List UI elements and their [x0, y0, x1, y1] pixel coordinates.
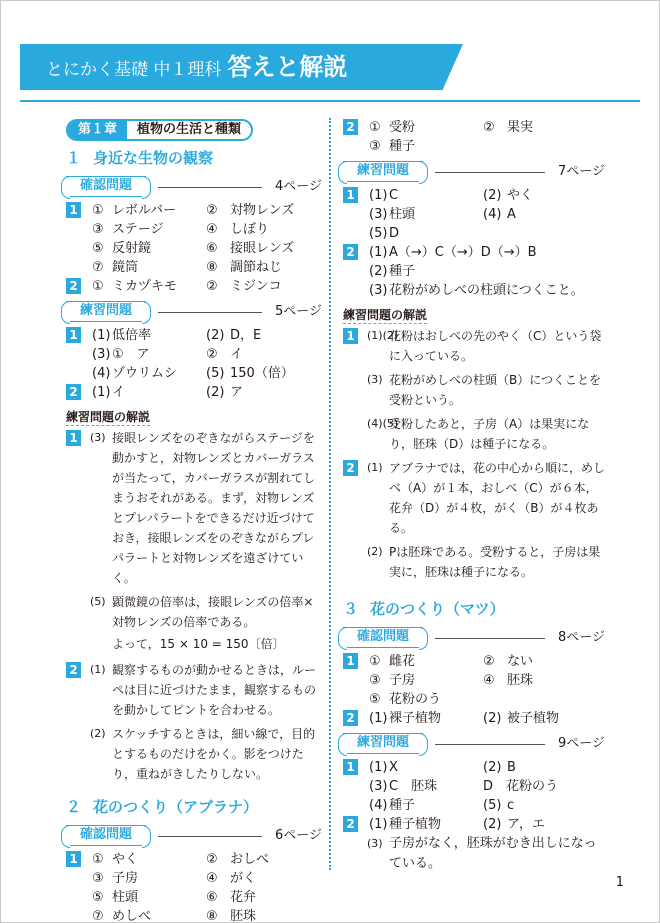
- section-title: ２ 花のつくり（アブラナ）: [66, 798, 259, 816]
- answer-row: 2 (1) 種子植物 (2) ア，エ: [343, 815, 605, 834]
- kakunin-header: 確認問題 6ページ: [66, 824, 322, 848]
- answer-row: ⑤ 反射鏡 ⑥ 接眼レンズ: [92, 241, 295, 256]
- answer-row: (4) ゾウリムシ (5) 150（倍）: [92, 366, 294, 381]
- answer-row: ③ 子房 ④ がく: [92, 871, 257, 886]
- answer-row: 1 (1) 低倍率 (2) D，E: [66, 326, 322, 345]
- section-title: １ 身近な生物の観察: [66, 149, 214, 167]
- answer-row: ⑤ 柱頭 ⑥ 花弁: [92, 890, 257, 905]
- answer-row: 2 (1) A（→）C（→）D（→）B: [343, 243, 605, 262]
- answer-row: (3) C 胚珠 D 花粉のう: [369, 779, 559, 794]
- left-column: [66, 118, 322, 923]
- page-number: 1: [615, 875, 624, 890]
- answer-row: (3) ① ア ② イ: [92, 347, 244, 362]
- explanation-block: 2 (1) 観察するものが動かせるときは，ルーペは目に近づけたまま，観察するものを動かしてピントを合わせる。 (2) スケッチするときは，細い線で，目的とするものだけをかく。影をつけたり，重ねがきしたりしない。: [66, 660, 322, 784]
- answer-row: 1 ① やく ② おしべ: [66, 850, 322, 869]
- answer-row: ③ 子房 ④ 胚珠: [369, 673, 534, 688]
- answer-row: (3) 花粉がめしべの柱頭につくこと。: [369, 283, 584, 298]
- explanation-block: 1 (1)(2) 花粉はおしべの先のやく（C）という袋に入っている。 (3) 花粉がめしべの柱頭（B）につくことを受粉という。 (4)(5) 受粉したあと，子房（A）は果実になり，胚珠（D）は種子になる。: [343, 326, 605, 454]
- kakunin-header: 確認問題 8ページ: [343, 626, 605, 650]
- answer-row: 1 (1) X (2) B: [343, 758, 605, 777]
- answer-row: (3) 柱頭 (4) A: [369, 207, 516, 222]
- explanation-block: 1 (3) 接眼レンズをのぞきながらステージを動かすと，対物レンズとカバーガラスが当たって，カバーガラスが割れてしまうおそれがある。まず，対物レンズとプレパラートをできるだけ近づけておき，接眼レンズをのぞきながらプレパラートと対物レンズを遠ざけていく。 (5) 顕微鏡の倍率は，接眼レンズの倍率×対物レンズの倍率である。 よって，15 × 10 = 150〔倍〕: [66, 428, 322, 654]
- answer-row: ⑦ めしべ ⑧ 胚珠: [92, 909, 257, 923]
- answer-row: 1 ① 雌花 ② ない: [343, 652, 605, 671]
- right-column: [343, 118, 605, 876]
- kakunin-header: 確認問題 4ページ: [66, 175, 322, 199]
- renshu-header: 練習問題 7ページ: [343, 160, 605, 184]
- header-rule: [20, 100, 640, 102]
- answer-row: (2) 種子: [369, 264, 416, 279]
- answer-text: (3) 子房がなく，胚珠がむき出しになっている。: [367, 836, 597, 871]
- renshu-header: 練習問題 5ページ: [66, 300, 322, 324]
- chapter-badge: 第１章 植物の生活と種類: [66, 119, 253, 141]
- page-title: とにかく基礎 中１理科 答えと解説: [46, 53, 348, 81]
- explanation-heading: 練習問題の解説: [66, 406, 150, 426]
- answer-row: 2 ① 受粉 ② 果実: [343, 118, 605, 137]
- answer-row: 2 (1) イ (2) ア: [66, 383, 322, 402]
- answer-row: 1 (1) C (2) やく: [343, 186, 605, 205]
- answer-row: ⑦ 鏡筒 ⑧ 調節ねじ: [92, 260, 283, 275]
- answer-row: 2 (1) 裸子植物 (2) 被子植物: [343, 709, 605, 728]
- explanation-heading: 練習問題の解説: [343, 304, 427, 324]
- column-divider: [329, 118, 331, 870]
- answer-row: ⑤ 花粉のう: [369, 692, 442, 707]
- answer-row: ③ 種子: [369, 139, 416, 154]
- answer-row: 2 ① ミカヅキモ ② ミジンコ: [66, 277, 322, 296]
- answer-row: 1 ① レボルバー ② 対物レンズ: [66, 201, 322, 220]
- answer-row: (5) D: [369, 226, 400, 241]
- explanation-block: 2 (1) アブラナでは，花の中心から順に，めしべ（A）が１本，おしべ（C）が６本，花弁（D）が４枚，がく（B）が４枚ある。 (2) Pは胚珠である。受粉すると，子房は果実に，胚珠は種子になる。: [343, 458, 605, 582]
- section-title: ３ 花のつくり（マツ）: [343, 600, 505, 618]
- renshu-header: 練習問題 9ページ: [343, 732, 605, 756]
- answer-row: (4) 種子 (5) c: [369, 798, 515, 813]
- answer-row: ③ ステージ ④ しぼり: [92, 222, 270, 237]
